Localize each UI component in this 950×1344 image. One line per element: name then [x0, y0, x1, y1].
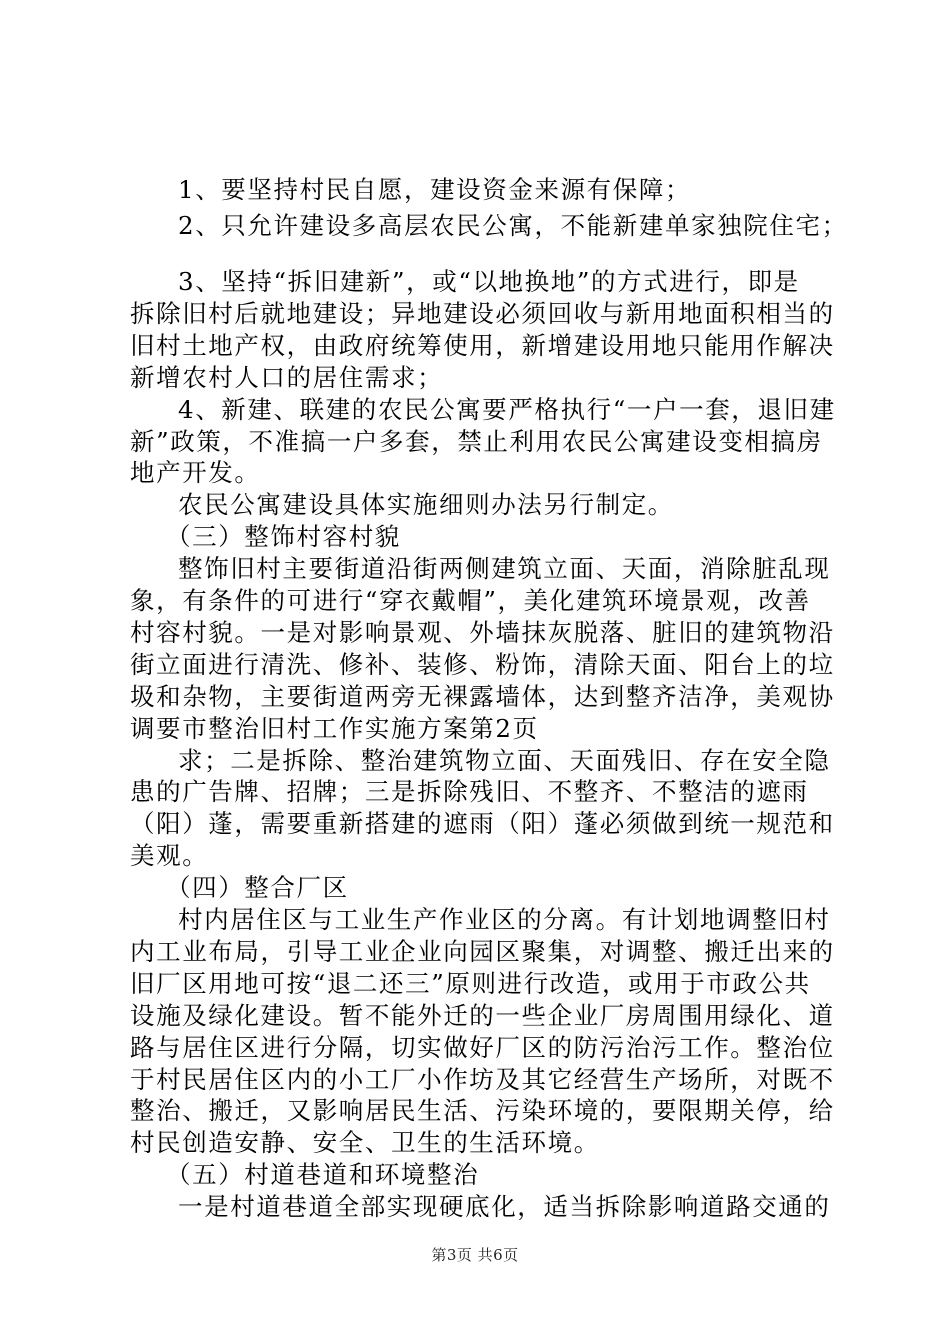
text-line: 1、要坚持村民自愿，建设资金来源有保障；	[178, 175, 692, 204]
text-line: 路与居住区进行分隔，切实做好厂区的防污治污工作。整治位	[130, 1032, 835, 1062]
text-line: 旧厂区用地可按“退二还三”原则进行改造，或用于市政公共	[130, 968, 811, 998]
text-line: 求；二是拆除、整治建筑物立面、天面残旧、存在安全隐	[178, 745, 831, 775]
text-line: 街立面进行清洗、修补、装修、粉饰，清除天面、阳台上的垃	[130, 649, 835, 679]
text-line: 内工业布局，引导工业企业向园区聚集，对调整、搬迁出来的	[130, 936, 835, 966]
text-line: 拆除旧村后就地建设；异地建设必须回收与新用地面积相当的	[130, 298, 835, 328]
text-line: 地产开发。	[130, 458, 261, 488]
text-line: 整治、搬迁，又影响居民生活、污染环境的，要限期关停，给	[130, 1096, 835, 1126]
text-line: 于村民居住区内的小工厂小作坊及其它经营生产场所，对既不	[130, 1064, 835, 1094]
text-line: 村民创造安静、安全、卫生的生活环境。	[130, 1128, 600, 1158]
section-heading: （三）整饰村容村貌	[166, 522, 401, 552]
text-line: 一是村道巷道全部实现硬底化，适当拆除影响道路交通的	[178, 1192, 831, 1222]
text-line: 调要市整治旧村工作实施方案第2页	[130, 713, 539, 743]
text-line: （阳）蓬，需要重新搭建的遮雨（阳）蓬必须做到统一规范和	[130, 809, 835, 839]
text-line: 设施及绿化建设。暂不能外迁的一些企业厂房周围用绿化、道	[130, 1000, 835, 1030]
text-line: 美观。	[130, 841, 209, 871]
text-line: 村容村貌。一是对影响景观、外墙抹灰脱落、脏旧的建筑物沿	[130, 617, 835, 647]
section-heading: （五）村道巷道和环境整治	[166, 1160, 480, 1190]
page-footer: 第3页 共6页	[431, 1246, 519, 1264]
text-line: 新增农村人口的居住需求；	[130, 362, 444, 392]
text-line: 新”政策，不准搞一户多套，禁止利用农民公寓建设变相搞房	[130, 426, 823, 456]
section-heading: （四）整合厂区	[166, 873, 349, 903]
text-line: 2、只允许建设多高层农民公寓，不能新建单家独院住宅；	[178, 211, 848, 240]
text-line: 4、新建、联建的农民公寓要严格执行“一户一套，退旧建	[178, 394, 836, 424]
text-line: 象，有条件的可进行“穿衣戴帽”，美化建筑环境景观，改善	[130, 586, 811, 615]
text-line: 圾和杂物，主要街道两旁无裸露墙体，达到整齐洁净，美观协	[130, 681, 835, 711]
text-line: 整饰旧村主要街道沿街两侧建筑立面、天面，消除脏乱现	[178, 554, 831, 584]
text-line: 3、坚持“拆旧建新”，或“以地换地”的方式进行，即是	[178, 267, 800, 296]
text-line: 村内居住区与工业生产作业区的分离。有计划地调整旧村	[178, 905, 831, 934]
text-line: 农民公寓建设具体实施细则办法另行制定。	[178, 490, 674, 520]
text-line: 患的广告牌、招牌；三是拆除残旧、不整齐、不整洁的遮雨	[130, 777, 809, 807]
text-line: 旧村土地产权，由政府统筹使用，新增建设用地只能用作解决	[130, 330, 835, 360]
